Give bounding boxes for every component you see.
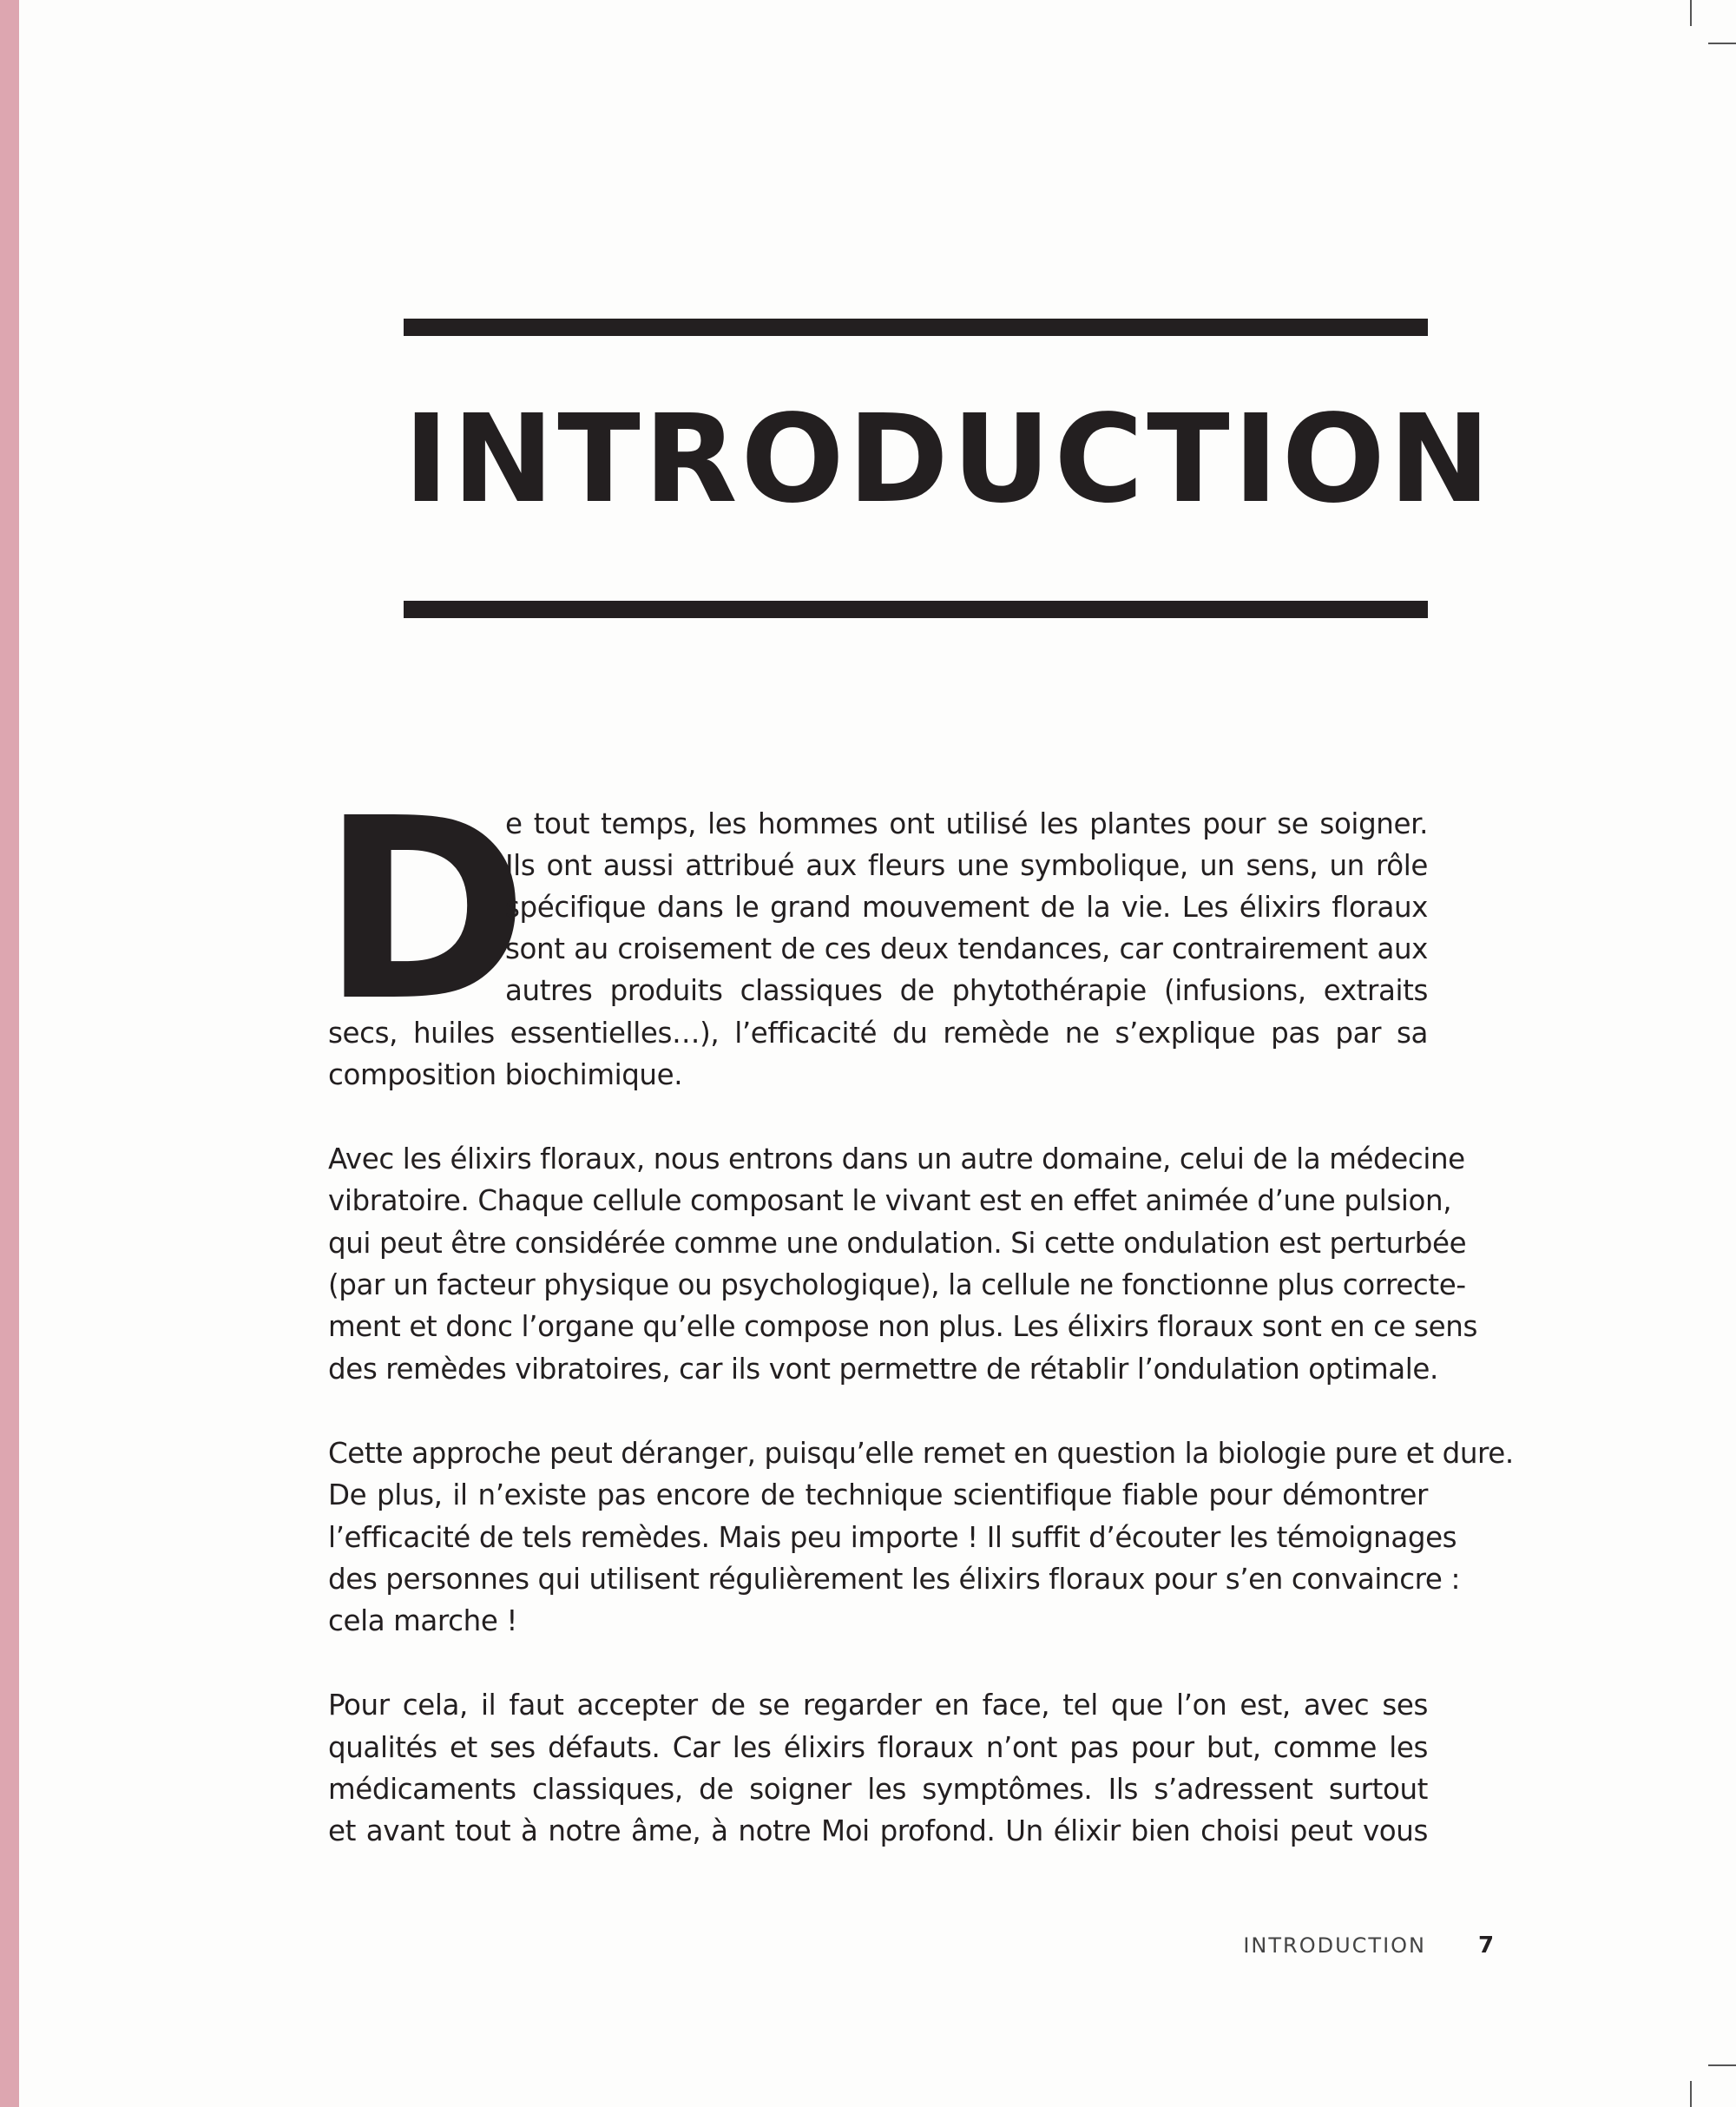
body-line: spécifique dans le grand mouvement de la vie. Les élixirs floraux [505,891,1428,924]
body-line: Avec les élixirs floraux, nous entrons dans un autre domaine, celui de la médecine [328,1142,1465,1175]
crop-mark-bottom [1690,2081,1692,2107]
chapter-heading: INTRODUCTION [404,389,1494,530]
crop-mark-top [1690,0,1692,26]
body-line: des remèdes vibratoires, car ils vont permettre de rétablir l’ondulation optimale. [328,1353,1438,1386]
drop-cap: D [321,765,529,1056]
body-line: Cette approche peut déranger, puisqu’elle remet en question la biologie pure et dure. [328,1437,1514,1470]
body-line: (par un facteur physique ou psychologique), la cellule ne fonctionne plus correcte- [328,1268,1466,1301]
body-line: et avant tout à notre âme, à notre Moi profond. Un élixir bien choisi peut vous [328,1814,1428,1847]
body-line: cela marche ! [328,1604,517,1637]
body-line: vibratoire. Chaque cellule composant le vivant est en effet animée d’une pulsion, [328,1184,1452,1217]
body-line: Pour cela, il faut accepter de se regarder en face, tel que l’on est, avec ses [328,1689,1428,1722]
crop-mark-bottom-right [1708,2064,1736,2066]
body-line: qui peut être considérée comme une ondulation. Si cette ondulation est perturbée [328,1227,1467,1260]
body-line: des personnes qui utilisent régulièrement les élixirs floraux pour s’en convaincre : [328,1563,1460,1596]
body-line: composition biochimique. [328,1058,683,1091]
body-line: sont au croisement de ces deux tendances, car contrairement aux [505,932,1428,965]
body-line: autres produits classiques de phytothérapie (infusions, extraits [505,974,1428,1007]
running-head: INTRODUCTION [1243,1933,1426,1958]
body-line: e tout temps, les hommes ont utilisé les plantes pour se soigner. [505,807,1428,840]
body-line: ment et donc l’organe qu’elle compose non plus. Les élixirs floraux sont en ce sens [328,1310,1477,1343]
page-number: 7 [1478,1933,1495,1959]
heading-rule-bottom [404,601,1428,618]
body-line: médicaments classiques, de soigner les symptômes. Ils s’adressent surtout [328,1773,1428,1806]
body-line: l’efficacité de tels remèdes. Mais peu importe ! Il suffit d’écouter les témoignages [328,1521,1457,1554]
body-line: qualités et ses défauts. Car les élixirs floraux n’ont pas pour but, comme les [328,1731,1428,1764]
body-line: secs, huiles essentielles…), l’efficacité du remède ne s’explique pas par sa [328,1017,1428,1050]
heading-rule-top [404,319,1428,336]
page-edge-stripe [0,0,19,2107]
body-line: Ils ont aussi attribué aux fleurs une symbolique, un sens, un rôle [505,849,1428,882]
body-line: De plus, il n’existe pas encore de technique scientifique fiable pour démontrer [328,1478,1428,1511]
crop-mark-top-right [1708,43,1736,44]
